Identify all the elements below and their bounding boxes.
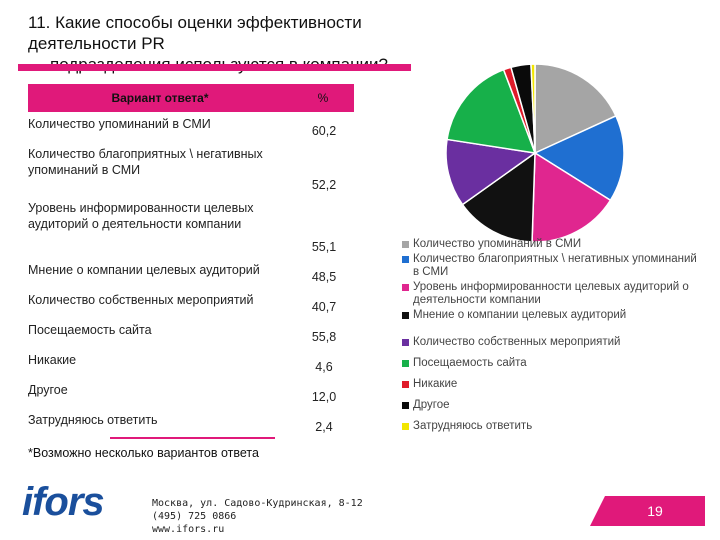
row-value: 12,0 (311, 390, 337, 404)
col-header-answer: Вариант ответа* (111, 91, 209, 105)
row-label: Уровень информированности целевых аудиторий о деятельности компании (28, 201, 254, 231)
legend-label: Количество упоминаний в СМИ (413, 238, 582, 250)
table-row (28, 318, 354, 348)
title-underline (18, 64, 411, 71)
ifors-logo: ifors (22, 480, 104, 524)
row-label: Посещаемость сайта (28, 323, 152, 337)
legend-swatch (402, 381, 409, 388)
table-header (28, 84, 354, 112)
legend-item (402, 399, 702, 412)
footnote-divider (110, 437, 275, 439)
page-number: 19 (605, 496, 705, 526)
legend-swatch (402, 256, 409, 263)
table-row (28, 142, 354, 196)
table-row (28, 196, 354, 258)
table-row (28, 288, 354, 318)
address-phone: (495) 725 0866 (152, 511, 237, 522)
row-value: 2,4 (315, 420, 333, 434)
row-value: 4,6 (315, 360, 333, 374)
row-label: Затрудняюсь ответить (28, 413, 158, 427)
table-row (28, 408, 354, 438)
row-label: Другое (28, 383, 68, 397)
legend-label: Мнение о компании целевых аудиторий (413, 309, 627, 321)
results-table (28, 84, 354, 438)
legend-label: Затрудняюсь ответить (413, 420, 533, 432)
legend-swatch (402, 423, 409, 430)
row-value: 60,2 (311, 124, 337, 138)
row-label: Количество благоприятных \ негативных упоминаний в СМИ (28, 147, 263, 177)
col-header-percent: % (317, 91, 329, 105)
legend-label: Другое (413, 399, 450, 411)
title-line-1: 11. Какие способы оценки эффективности деятельности PR (28, 13, 362, 53)
page-number-notch (590, 496, 605, 526)
legend-item (402, 420, 702, 433)
address-website: www.ifors.ru (152, 524, 225, 535)
row-value: 55,8 (311, 330, 337, 344)
legend-swatch (402, 312, 409, 319)
row-label: Никакие (28, 353, 77, 367)
row-value: 40,7 (311, 300, 337, 314)
row-label: Количество собственных мероприятий (28, 293, 254, 307)
footnote: *Возможно несколько вариантов ответа (28, 446, 259, 460)
legend-label: Никакие (413, 378, 458, 390)
legend-label: Уровень информированности целевых аудиторий о деятельности компании (413, 281, 689, 306)
legend-swatch (402, 241, 409, 248)
chart-legend (402, 238, 702, 433)
table-row (28, 112, 354, 142)
legend-swatch (402, 284, 409, 291)
legend-item (402, 309, 702, 322)
address-street: Москва, ул. Садово-Кудринская, 8-12 (152, 498, 363, 509)
legend-swatch (402, 402, 409, 409)
table-row (28, 258, 354, 288)
row-label: Количество упоминаний в СМИ (28, 117, 211, 131)
row-value: 55,1 (311, 240, 337, 254)
legend-item (402, 378, 702, 391)
legend-item (402, 281, 702, 307)
legend-item (402, 238, 702, 251)
legend-item (402, 357, 702, 370)
legend-swatch (402, 360, 409, 367)
legend-item (402, 336, 702, 349)
row-label: Мнение о компании целевых аудиторий (28, 263, 260, 277)
pie-chart (440, 58, 630, 248)
legend-item (402, 253, 702, 279)
table-row (28, 378, 354, 408)
legend-label: Количество благоприятных \ негативных упоминаний в СМИ (413, 253, 697, 278)
table-row (28, 348, 354, 378)
legend-swatch (402, 339, 409, 346)
legend-label: Количество собственных мероприятий (413, 336, 621, 348)
contact-address (152, 497, 363, 536)
row-value: 52,2 (311, 178, 337, 192)
row-value: 48,5 (311, 270, 337, 284)
legend-label: Посещаемость сайта (413, 357, 527, 369)
